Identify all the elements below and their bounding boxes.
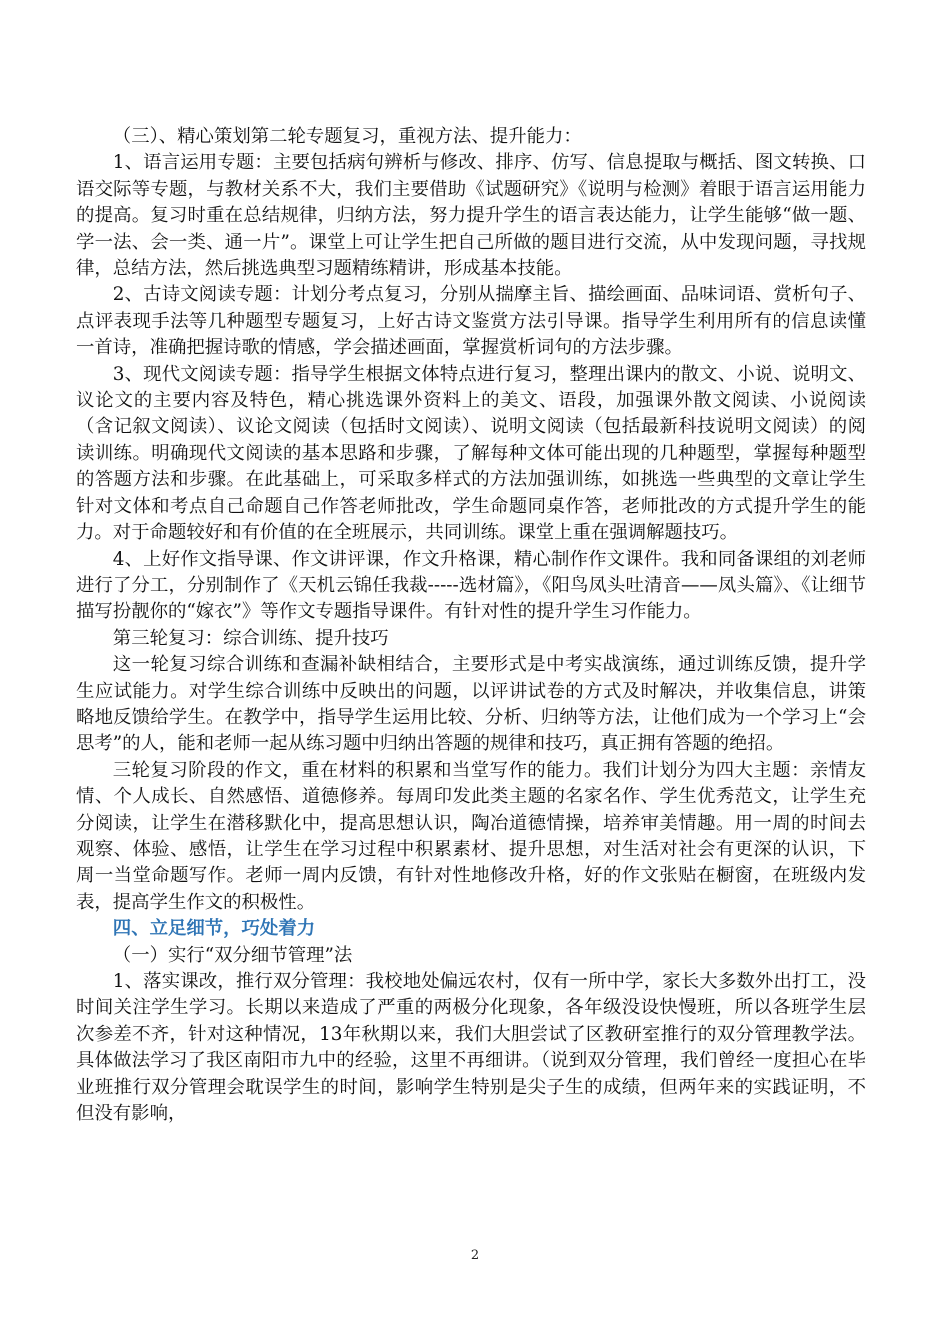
paragraph: 4、上好作文指导课、作文讲评课，作文升格课，精心制作作文课件。我和同备课组的刘老师进行了分工，分别制作了《天机云锦任我裁-----选材篇》，《阳鸟凤头吐清音——凤头篇》、《让细节描写扮靓你的“嫁衣”》等作文专题指导课件。有针对性的提升学生习作能力。 [76,548,866,623]
paragraph: 3、现代文阅读专题：指导学生根据文体特点进行复习，整理出课内的散文、小说、说明文、议论文的主要内容及特色，精心挑选课外资料上的美文、语段，加强课外散文阅读、小说阅读（含记叙文阅读）、议论文阅读（包括时文阅读）、说明文阅读（包括最新科技说明文阅读）的阅读训练。明确现代文阅读的基本思路和步骤，了解每种文体可能出现的几种题型，掌握每种题型的答题方法和步骤。在此基础上，可采取多样式的方法加强训练，如挑选一些典型的文章让学生针对文体和考点自己命题自己作答老师批改，学生命题同桌作答，老师批改的方式提升学生的能力。对于命题较好和有价值的在全班展示，共同训练。课堂上重在强调解题技巧。 [76,363,866,544]
page-number: 2 [470,1248,480,1263]
paragraph: （三）、精心策划第二轮专题复习，重视方法、提升能力： [112,126,582,147]
paragraph: 1、落实课改，推行双分管理：我校地处偏远农村，仅有一所中学，家长大多数外出打工，没时间关注学生学习。长期以来造成了严重的两极分化现象，各年级没设快慢班，所以各班学生层次参差不齐，针对这种情况，13年秋期以来，我们大胆尝试了区教研室推行的双分管理教学法。具体做法学习了我区南阳市九中的经验，这里不再细讲。（说到双分管理，我们曾经一度担心在毕业班推行双分管理会耽误学生的时间，影响学生特别是尖子生的成绩，但两年来的实践证明，不但没有影响， [76,971,866,1125]
paragraph: 2、古诗文阅读专题：计划分考点复习，分别从揣摩主旨、描绘画面、品味词语、赏析句子、点评表现手法等几种题型专题复习，上好古诗文鉴赏方法引导课。指导学生利用所有的信息读懂一首诗，准确把握诗歌的情感，学会描述画面，掌握赏析词句的方法步骤。 [76,284,866,359]
document-body [76,124,866,1127]
paragraph: 1、语言运用专题：主要包括病句辨析与修改、排序、仿写、信息提取与概括、图文转换、口语交际等专题，与教材关系不大，我们主要借助《试题研究》《说明与检测》着眼于语言运用能力的提高。复习时重在总结规律，归纳方法，努力提升学生的语言表达能力，让学生能够“做一题、学一法、会一类、通一片”。课堂上可让学生把自己所做的题目进行交流，从中发现问题，寻找规律，总结方法，然后挑选典型习题精练精讲，形成基本技能。 [76,152,866,280]
paragraph: 第三轮复习：综合训练、提升技巧 [112,627,389,649]
section-heading: 四、立足细节，巧处着力 [112,918,316,940]
paragraph: 这一轮复习综合训练和查漏补缺相结合，主要形式是中考实战演练，通过训练反馈，提升学生应试能力。对学生综合训练中反映出的问题，以评讲试卷的方式及时解决，并收集信息，讲策略地反馈给学生。在教学中，指导学生运用比较、分析、归纳等方法，让他们成为一个学习上“会思考”的人，能和老师一起从练习题中归纳出答题的规律和技巧，真正拥有答题的绝招。 [76,654,866,755]
paragraph: 三轮复习阶段的作文，重在材料的积累和当堂写作的能力。我们计划分为四大主题：亲情友情、个人成长、自然感悟、道德修养。每周印发此类主题的名家名作、学生优秀范文，让学生充分阅读，让学生在潜移默化中，提高思想认识，陶冶道德情操，培养审美情趣。用一周的时间去观察、体验、感悟，让学生在学习过程中积累素材、提升思想，对生活对社会有更深的认识，下周一当堂命题写作。老师一周内反馈，有针对性地修改升格，好的作文张贴在橱窗，在班级内发表，提高学生作文的积极性。 [76,759,866,913]
paragraph: （一）实行“双分细节管理”法 [112,944,353,966]
